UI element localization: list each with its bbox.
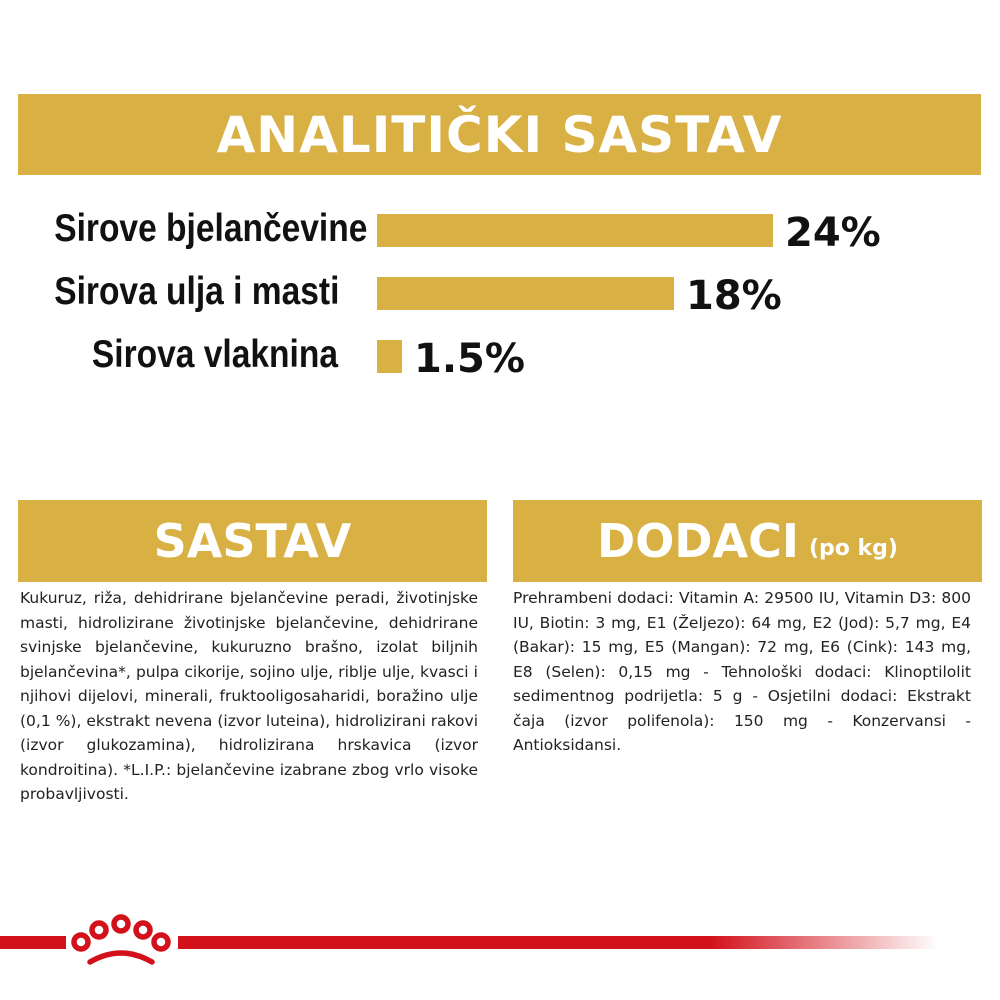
metric-value: 1.5% (414, 336, 525, 382)
analytical-composition-chart (0, 0, 1000, 420)
metric-label: Sirova ulja i masti (54, 270, 340, 313)
metric-value: 24% (785, 210, 881, 256)
metric-bar (377, 277, 674, 310)
dodaci-heading: DODACI (597, 514, 799, 568)
page-title: ANALITIČKI SASTAV (216, 105, 783, 164)
metric-value: 18% (686, 273, 782, 319)
metric-bar (377, 340, 402, 373)
sastav-heading: SASTAV (153, 514, 352, 568)
metric-label: Sirove bjelančevine (54, 207, 368, 250)
metric-label: Sirova vlaknina (91, 333, 339, 376)
dodaci-paragraph: Prehrambeni dodaci: Vitamin A: 29500 IU, Vitamin D3: 800 IU, Biotin: 3 mg, E1 (Željezo): 64 mg, E2 (Jod): 5,7 mg, E4 (Bakar): 15 mg, E5 (Mangan): 72 mg, E6 (Cink): 143 mg, E8 (Selen): 0,15 mg - Tehnološki dodaci: Klinoptilolit sedimentnog podrijetla: 5 g - Osjetilni dodaci: Ekstrakt čaja (izvor polifenola): 150 mg - Konzervansi - Antioksidansi. (513, 589, 971, 754)
footer-line-left (0, 936, 66, 949)
dodaci-heading-suffix: (po kg) (808, 535, 898, 561)
dodaci-banner (513, 500, 982, 582)
sastav-paragraph: Kukuruz, riža, dehidrirane bjelančevine peradi, životinjske masti, hidrolizirane životinjske bjelančevine, dehidrirane svinjske bjelančevine, kukuruzno brašno, izolat biljnih bjelančevina*, pulpa cikorije, sojino ulje, riblje ulje, kvasci i njihovi dijelovi, minerali, fruktooligosaharidi, boražino ulje (0,1 %), ekstrakt nevena (izvor luteina), hidrolizirani rakovi (izvor glukozamina), hidrolizirana hrskavica (izvor kondroitina). *L.I.P.: bjelančevine izabrane zbog vrlo visoke probavljivosti. (20, 589, 478, 803)
metric-bar (377, 214, 773, 247)
sastav-banner (18, 500, 487, 582)
footer-line-right (178, 936, 938, 949)
royal-canin-crown-icon (68, 910, 174, 972)
